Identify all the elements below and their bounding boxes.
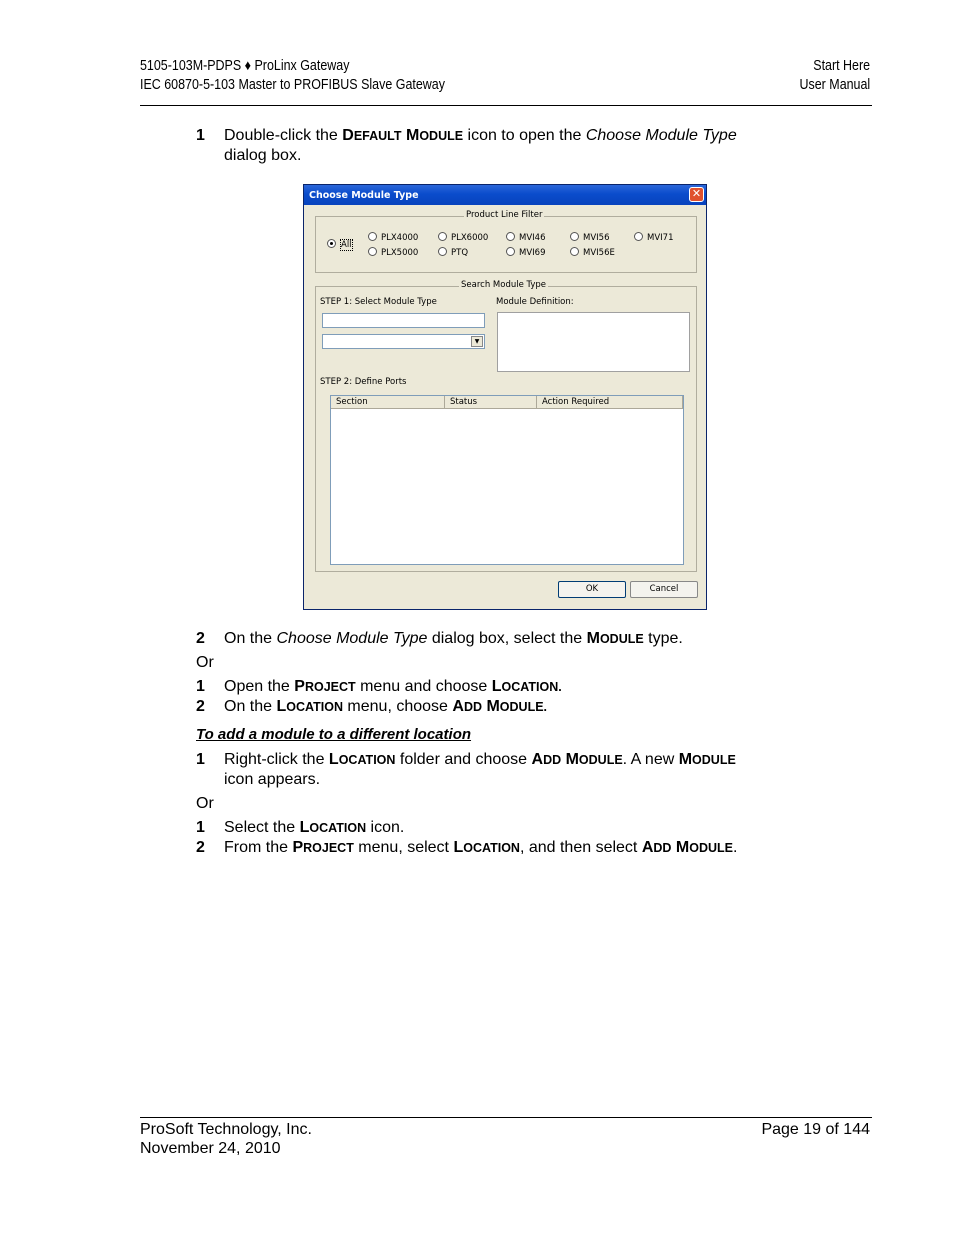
chevron-down-icon[interactable]: ▼ bbox=[471, 336, 483, 347]
header-doc-title: IEC 60870-5-103 Master to PROFIBUS Slave Gateway bbox=[140, 77, 445, 93]
dialog-title-bar bbox=[304, 185, 706, 205]
radio-icon bbox=[570, 247, 579, 256]
module-definition-box bbox=[497, 312, 690, 372]
choose-module-type-dialog bbox=[303, 184, 707, 610]
footer-date: November 24, 2010 bbox=[140, 1140, 281, 1157]
footer-company: ProSoft Technology, Inc. bbox=[140, 1121, 312, 1138]
header-rule bbox=[140, 105, 872, 106]
dialog-title: Choose Module Type bbox=[309, 190, 419, 201]
radio-all[interactable]: All bbox=[327, 239, 353, 250]
cancel-button[interactable]: Cancel bbox=[630, 581, 698, 598]
radio-selected-icon bbox=[327, 239, 336, 248]
or-separator-2: Or bbox=[196, 795, 214, 812]
radio-mvi56e[interactable]: MVI56E bbox=[570, 247, 615, 258]
radio-icon bbox=[634, 232, 643, 241]
radio-mvi46[interactable]: MVI46 bbox=[506, 232, 545, 243]
search-module-type-legend: Search Module Type bbox=[461, 280, 547, 290]
header-section: Start Here bbox=[813, 58, 870, 74]
radio-plx5000[interactable]: PLX5000 bbox=[368, 247, 418, 258]
radio-ptq[interactable]: PTQ bbox=[438, 247, 468, 258]
module-type-search-input[interactable] bbox=[322, 313, 485, 328]
subheading-different-location: To add a module to a different location bbox=[196, 726, 472, 743]
close-icon[interactable]: ✕ bbox=[689, 187, 704, 202]
header-doc-id: 5105-103M-PDPS ♦ ProLinx Gateway bbox=[140, 58, 350, 74]
radio-plx6000[interactable]: PLX6000 bbox=[438, 232, 488, 243]
or-separator-1: Or bbox=[196, 654, 214, 671]
radio-icon bbox=[506, 232, 515, 241]
radio-mvi56[interactable]: MVI56 bbox=[570, 232, 609, 243]
radio-icon bbox=[368, 247, 377, 256]
product-line-filter-group bbox=[315, 210, 697, 273]
step1-label: STEP 1: Select Module Type bbox=[320, 297, 437, 307]
radio-icon bbox=[438, 232, 447, 241]
search-module-type-group bbox=[315, 280, 697, 572]
footer-page-number: Page 19 of 144 bbox=[761, 1121, 870, 1138]
column-status[interactable]: Status bbox=[445, 396, 537, 409]
radio-icon bbox=[570, 232, 579, 241]
column-section[interactable]: Section bbox=[331, 396, 445, 409]
product-line-filter-legend: Product Line Filter bbox=[466, 210, 543, 220]
radio-plx4000[interactable]: PLX4000 bbox=[368, 232, 418, 243]
step-number: 1 bbox=[196, 127, 205, 144]
radio-icon bbox=[506, 247, 515, 256]
module-type-select[interactable] bbox=[322, 334, 485, 349]
radio-mvi69[interactable]: MVI69 bbox=[506, 247, 545, 258]
ok-button[interactable]: OK bbox=[558, 581, 626, 598]
radio-icon bbox=[438, 247, 447, 256]
header-manual: User Manual bbox=[799, 77, 870, 93]
column-action-required[interactable]: Action Required bbox=[537, 396, 683, 409]
step2-label: STEP 2: Define Ports bbox=[320, 377, 407, 387]
module-definition-label: Module Definition: bbox=[496, 297, 574, 307]
radio-mvi71[interactable]: MVI71 bbox=[634, 232, 673, 243]
radio-icon bbox=[368, 232, 377, 241]
footer-rule bbox=[140, 1117, 872, 1118]
ports-list[interactable] bbox=[330, 395, 684, 565]
